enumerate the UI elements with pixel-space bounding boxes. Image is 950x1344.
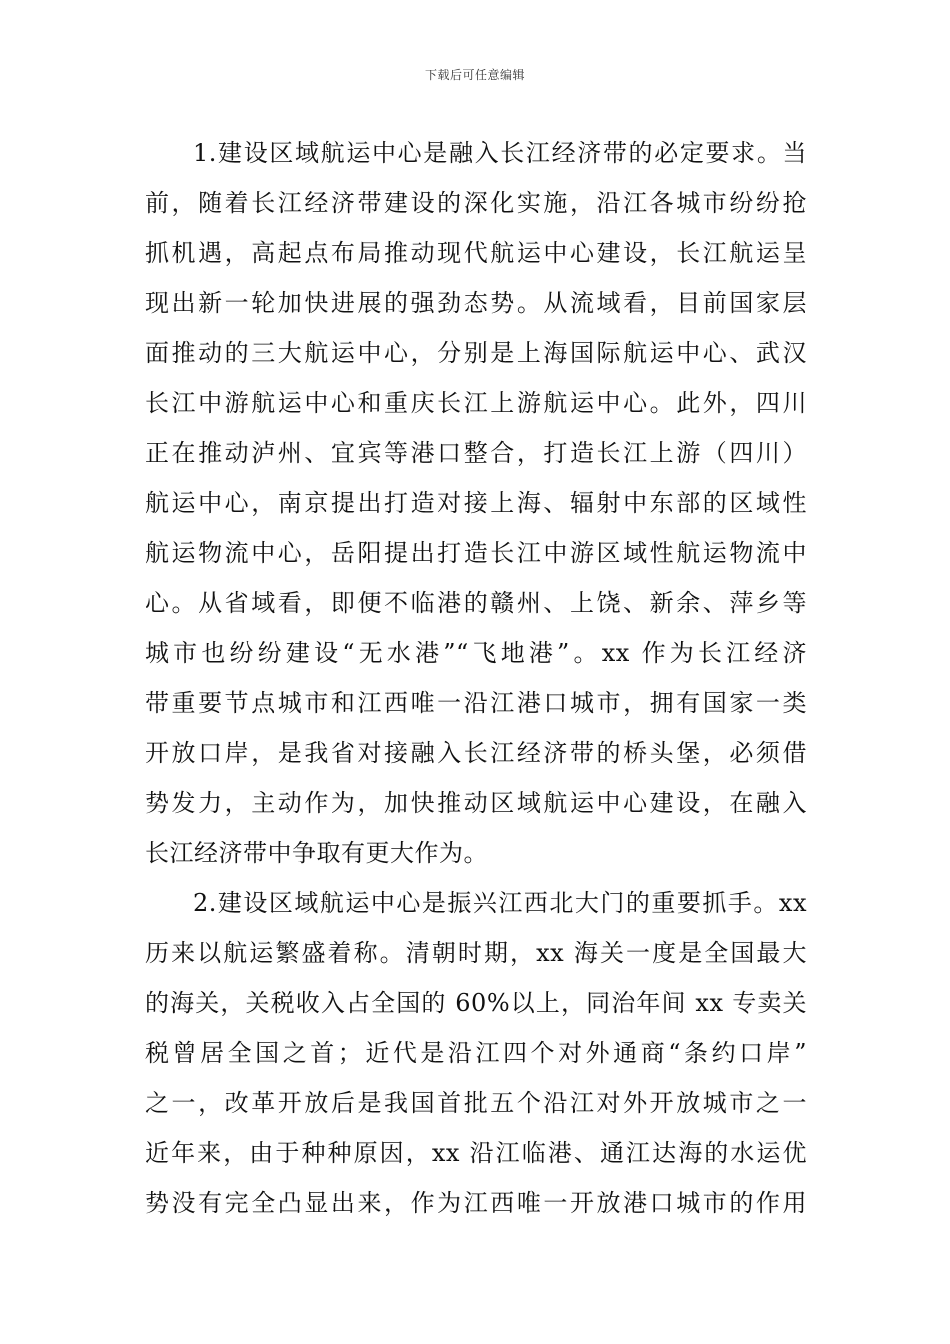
paragraph-1-line-10: 心。从省域看，即便不临港的赣州、上饶、新余、萍乡等 xyxy=(145,589,807,617)
paragraph-2-line-7: 势没有完全凸显出来，作为江西唯一开放港口城市的作用 xyxy=(145,1189,807,1217)
paragraph-1-line-4: 现出新一轮加快进展的强劲态势。从流域看，目前国家层 xyxy=(145,289,807,317)
header-note: 下载后可任意编辑 xyxy=(424,68,525,82)
paragraph-1-line-8: 航运中心，南京提出打造对接上海、辐射中东部的区域性 xyxy=(145,489,807,517)
paragraph-1-line-14: 势发力，主动作为，加快推动区域航运中心建设，在融入 xyxy=(145,789,807,817)
paragraph-1-line-13: 开放口岸，是我省对接融入长江经济带的桥头堡，必须借 xyxy=(145,739,807,767)
paragraph-1-line-3: 抓机遇，高起点布局推动现代航运中心建设，长江航运呈 xyxy=(145,239,807,267)
paragraph-2-line-3: 的海关，关税收入占全国的 60%以上，同治年间 xx 专卖关 xyxy=(145,989,807,1017)
paragraph-1-line-5: 面推动的三大航运中心，分别是上海国际航运中心、武汉 xyxy=(145,339,807,367)
paragraph-2-line-5: 之一，改革开放后是我国首批五个沿江对外开放城市之一 xyxy=(145,1089,807,1117)
paragraph-2-line-4: 税曾居全国之首；近代是沿江四个对外通商“条约口岸” xyxy=(145,1039,807,1067)
paragraph-1-line-11: 城市也纷纷建设“无水港”“飞地港”。xx 作为长江经济 xyxy=(145,639,807,667)
paragraph-1-line-2: 前，随着长江经济带建设的深化实施，沿江各城市纷纷抢 xyxy=(145,189,807,217)
paragraph-2-line-1: 2.建设区域航运中心是振兴江西北大门的重要抓手。xx xyxy=(193,889,807,917)
paragraph-1-line-6: 长江中游航运中心和重庆长江上游航运中心。此外，四川 xyxy=(145,389,807,417)
paragraph-2-line-2: 历来以航运繁盛着称。清朝时期，xx 海关一度是全国最大 xyxy=(145,939,807,967)
paragraph-1-line-7: 正在推动泸州、宜宾等港口整合，打造长江上游（四川） xyxy=(145,439,807,467)
paragraph-1-line-9: 航运物流中心，岳阳提出打造长江中游区域性航运物流中 xyxy=(145,539,807,567)
paragraph-1-line-1: 1.建设区域航运中心是融入长江经济带的必定要求。当 xyxy=(193,139,807,167)
paragraph-1-line-12: 带重要节点城市和江西唯一沿江港口城市，拥有国家一类 xyxy=(145,689,807,717)
paragraph-1-line-15: 长江经济带中争取有更大作为。 xyxy=(145,839,488,867)
document-body xyxy=(145,128,807,1228)
paragraph-2-line-6: 近年来，由于种种原因，xx 沿江临港、通江达海的水运优 xyxy=(145,1139,807,1167)
